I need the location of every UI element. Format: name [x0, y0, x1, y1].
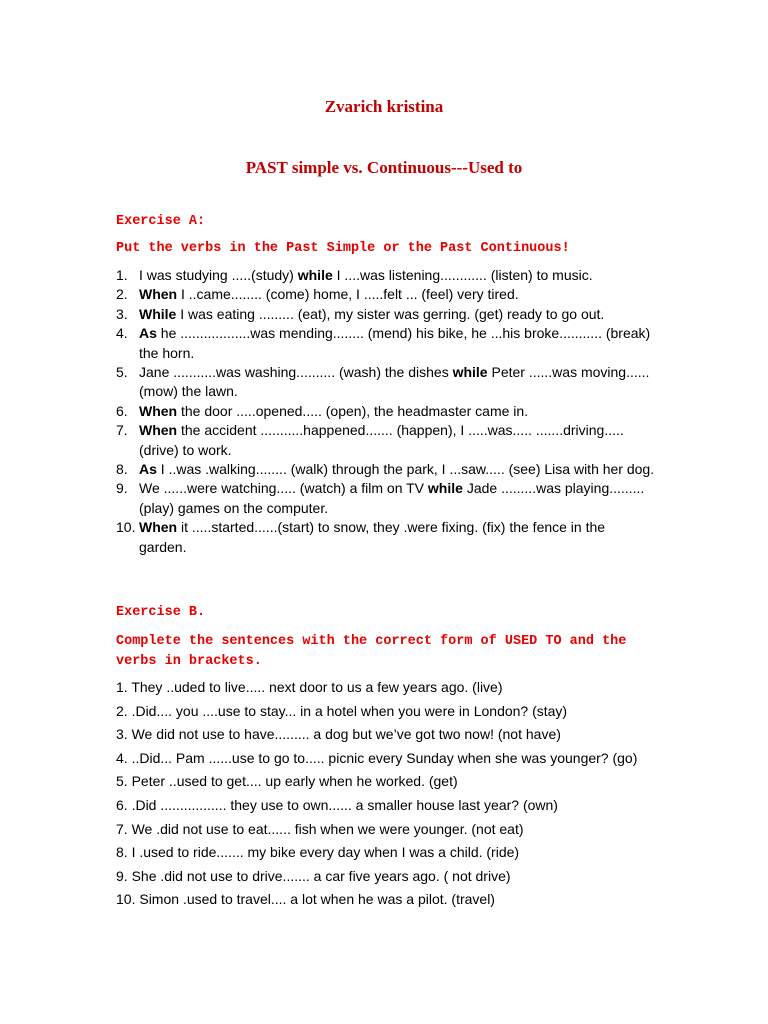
keyword: As	[139, 461, 157, 478]
text-run: I ..came........ (come) home, I .....felt ... (feel) very tired.	[177, 286, 519, 303]
item-number: 5.	[116, 364, 128, 381]
text-run: the door .....opened..... (open), the headmaster came in.	[177, 402, 529, 419]
item-text	[139, 305, 656, 324]
keyword: When	[139, 422, 178, 439]
item-number: 6.	[116, 402, 128, 419]
exercise-b-list	[116, 677, 656, 913]
item-text	[139, 363, 656, 402]
text-run: Jade .........was playing.........(play) games on the computer.	[139, 480, 645, 516]
text-run: We ......were watching..... (watch) a film on TV	[139, 480, 428, 497]
keyword: while	[427, 480, 463, 497]
text-run: I ..was .walking........ (walk) through the park, I ...saw..... (see) Lisa with her dog.	[156, 461, 655, 478]
text-run: Peter ......was moving...... (mow) the lawn.	[139, 364, 650, 400]
exercise-b-item: 5. Peter ..used to get.... up early when he worked. (get)	[116, 773, 458, 790]
text-run: Jane ...........was washing.......... (wash) the dishes	[139, 364, 453, 381]
exercise-a-item	[116, 479, 656, 518]
item-text	[139, 266, 656, 285]
text-run: he ..................was mending........ (mend) his bike, he ...his broke........... (break) the horn.	[139, 325, 651, 361]
keyword: When	[139, 402, 178, 419]
text-run: I ....was listening............ (listen) to music.	[332, 267, 593, 283]
item-number: 9.	[116, 480, 128, 497]
exercise-b-item: 9. She .did not use to drive....... a car five years ago. ( not drive)	[116, 867, 511, 884]
item-text	[139, 324, 656, 363]
item-text	[139, 421, 656, 460]
item-text	[139, 285, 656, 304]
exercise-a-item	[116, 363, 656, 402]
item-number: 10.	[116, 519, 136, 536]
keyword: while	[452, 364, 488, 381]
keyword: When	[139, 286, 178, 303]
exercise-a-item	[116, 266, 656, 285]
item-text	[139, 479, 656, 518]
exercise-b-item: 7. We .did not use to eat...... fish when we were younger. (not eat)	[116, 820, 524, 837]
exercise-a-item	[116, 518, 656, 557]
exercise-b-item: 8. I .used to ride....... my bike every day when I was a child. (ride)	[116, 844, 520, 861]
exercise-a-item	[116, 460, 656, 479]
exercise-a-list	[116, 266, 656, 557]
item-text	[139, 460, 656, 479]
exercise-b-item: 1. They ..uded to live..... next door to us a few years ago. (live)	[116, 679, 503, 695]
exercise-b-item: 6. .Did ................. they use to own...... a smaller house last year? (own)	[116, 796, 558, 813]
exercise-a-item	[116, 305, 656, 324]
exercise-b-title: Exercise B.	[116, 605, 206, 620]
exercise-b-item: 4. ..Did... Pam ......use to go to..... picnic every Sunday when she was younger? (go)	[116, 749, 638, 766]
exercise-b-item: 2. .Did.... you ....use to stay... in a hotel when you were in London? (stay)	[116, 702, 568, 719]
text-run: I was eating ......... (eat), my sister was gerring. (get) ready to go out.	[176, 305, 605, 322]
exercise-b-instruction: Complete the sentences with the correct form of USED TO and the verbs in brackets.	[116, 634, 627, 669]
exercise-b-item: 3. We did not use to have......... a dog but we’ve got two now! (not have)	[116, 726, 561, 743]
text-run: I was studying .....(study)	[139, 267, 298, 283]
item-number: 3.	[116, 305, 128, 322]
keyword: As	[139, 325, 157, 342]
author-name: Zvarich kristina	[324, 97, 444, 116]
exercise-a-item	[116, 402, 656, 421]
exercise-b-item: 10. Simon .used to travel.... a lot when he was a pilot. (travel)	[116, 891, 495, 908]
worksheet-title: PAST simple vs. Continuous---Used to	[245, 158, 523, 177]
item-text	[139, 518, 656, 557]
item-number: 7.	[116, 422, 128, 439]
text-run: it .....started......(start) to snow, they .were fixing. (fix) the fence in the garden.	[139, 519, 606, 555]
keyword: While	[139, 305, 177, 322]
exercise-a-item	[116, 285, 656, 304]
item-number: 1.	[116, 267, 128, 283]
keyword: while	[297, 267, 333, 283]
keyword: When	[139, 519, 178, 536]
item-number: 2.	[116, 286, 128, 303]
exercise-a-item	[116, 421, 656, 460]
item-number: 8.	[116, 461, 128, 478]
exercise-a-instruction: Put the verbs in the Past Simple or the Past Continuous!	[116, 241, 570, 256]
exercise-a-title: Exercise A:	[116, 214, 206, 229]
exercise-a-item	[116, 324, 656, 363]
item-text	[139, 402, 656, 421]
item-number: 4.	[116, 325, 128, 342]
text-run: the accident ...........happened....... (happen), I .....was..... .......driving..... (drive) to work.	[139, 422, 624, 458]
